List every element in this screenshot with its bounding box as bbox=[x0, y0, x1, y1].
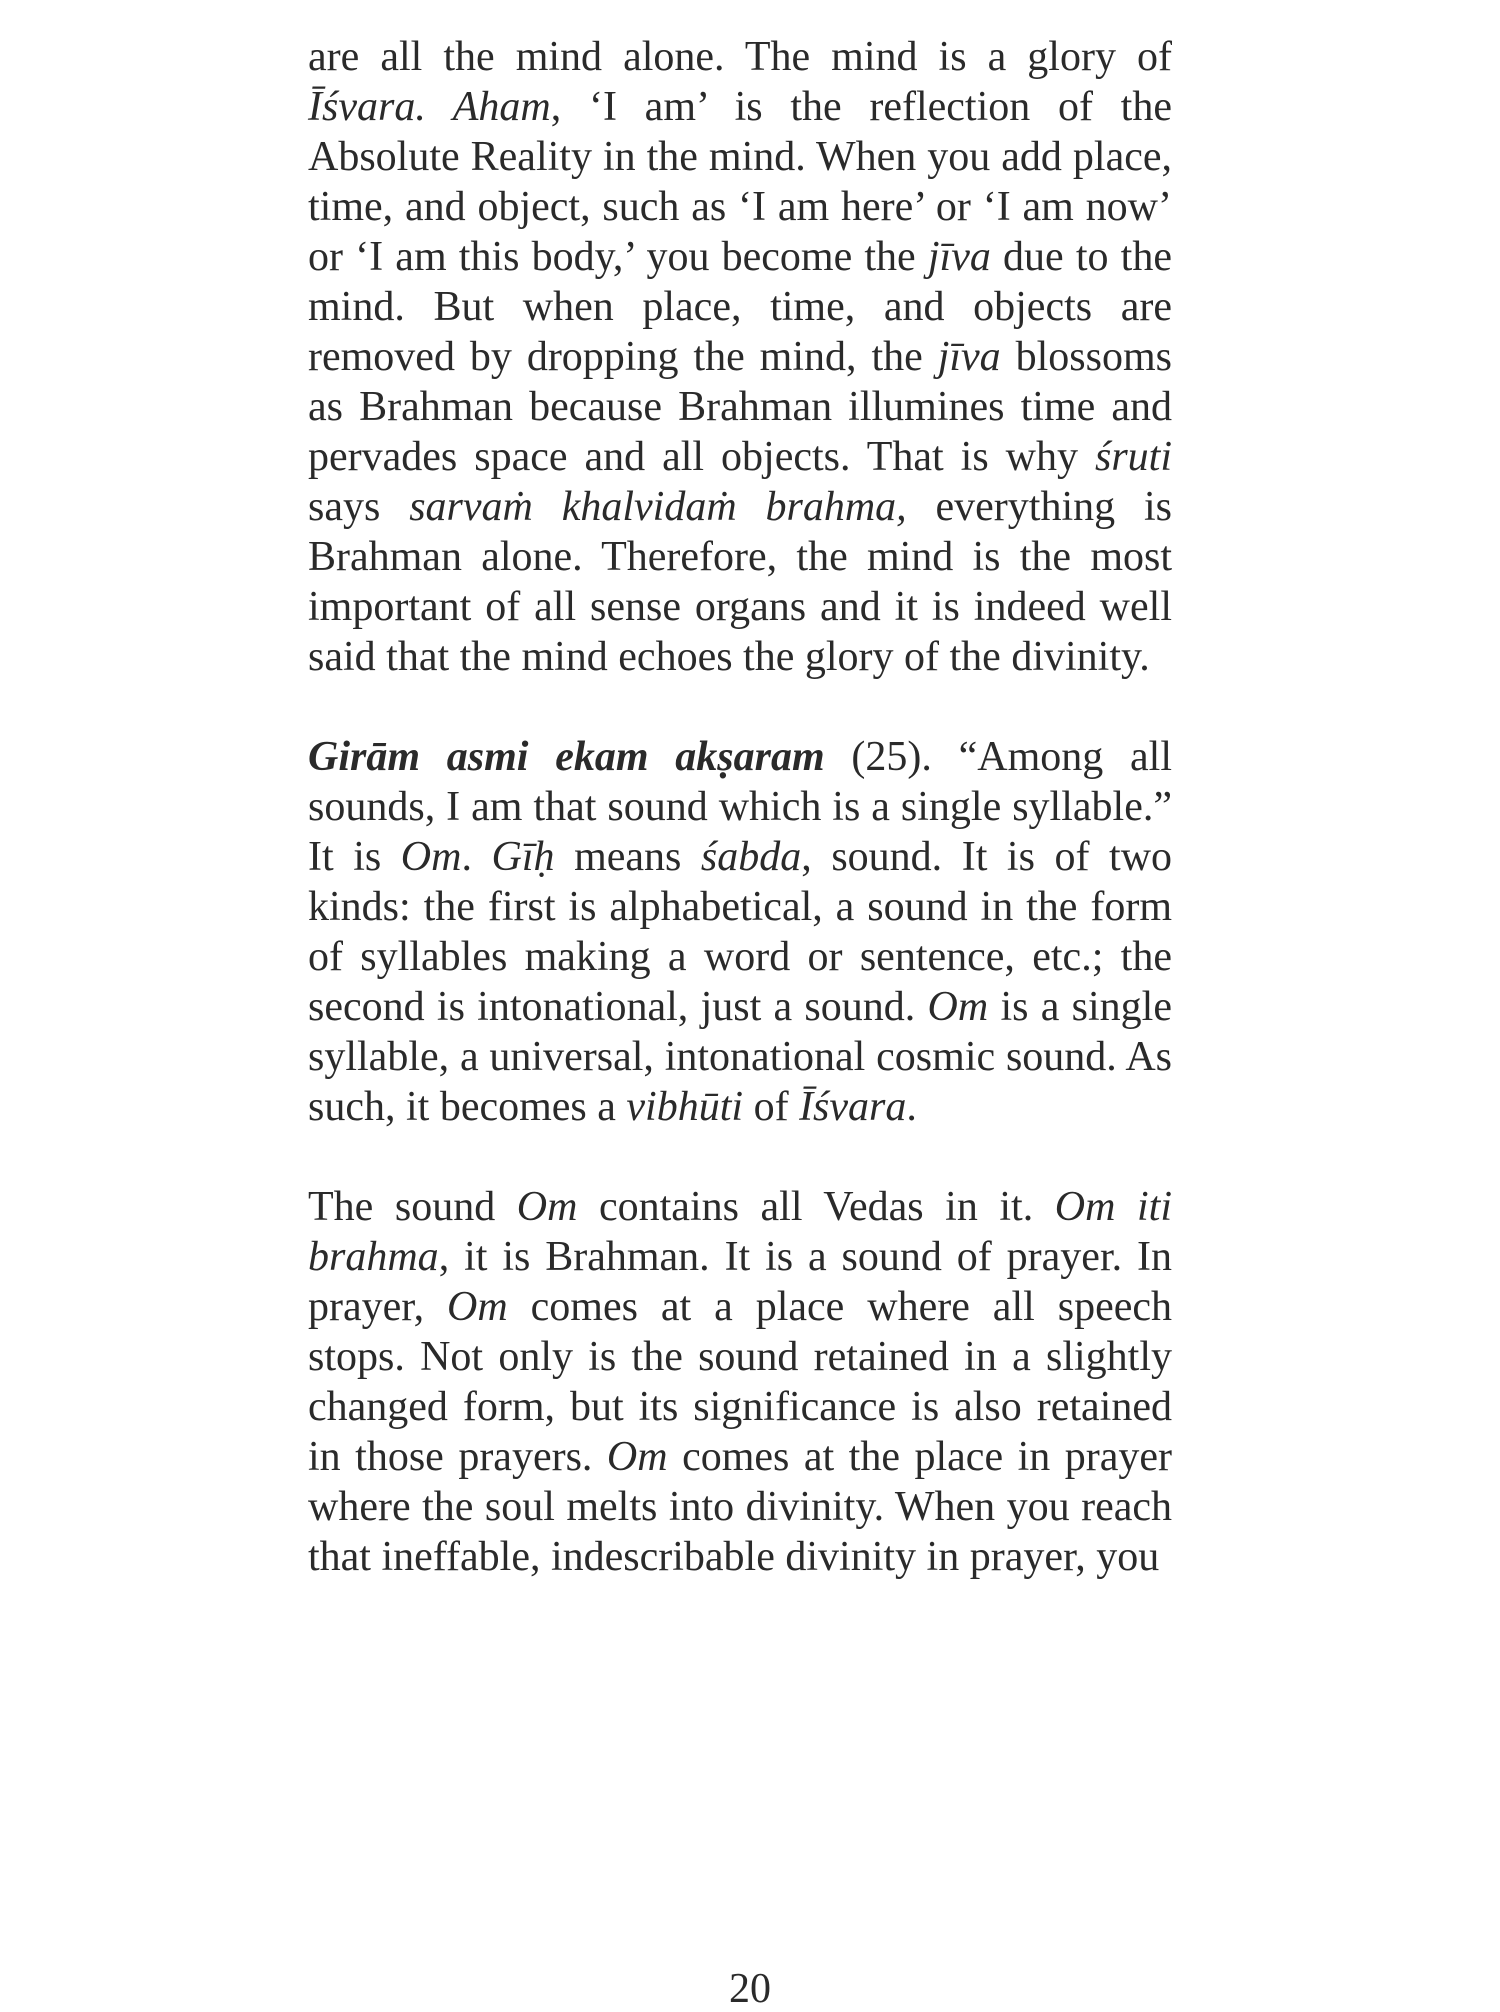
text-run: śruti bbox=[1094, 434, 1172, 480]
text-run: is a single syllable, a universal, intonational cosmic sound. As such, it becomes a bbox=[308, 984, 1172, 1130]
paragraph-mind-glory bbox=[308, 32, 1172, 682]
text-run: blossoms as Brahman because Brahman illumines time and pervades space and all objects. That is why bbox=[308, 334, 1172, 480]
body-text bbox=[308, 32, 1172, 1582]
text-run: sarvaṁ khalvidaṁ brahma, bbox=[409, 484, 907, 530]
text-run: contains all Vedas in it. bbox=[577, 1184, 1055, 1230]
text-run: Om bbox=[927, 984, 989, 1030]
page-number: 20 bbox=[729, 1966, 771, 2012]
text-run: jīva bbox=[937, 334, 1001, 380]
text-run: vibhūti bbox=[626, 1084, 744, 1130]
text-run: , it is Brahman. It is a sound of prayer. In prayer, bbox=[308, 1234, 1172, 1330]
text-run: everything is Brahman alone. Therefore, the mind is the most important of all sense organs and it is indeed well said that the mind echoes the glory of the divinity. bbox=[308, 484, 1172, 680]
text-run: The sound bbox=[308, 1184, 517, 1230]
text-run: Girām asmi ekam akṣaram bbox=[308, 734, 825, 780]
text-run: . bbox=[461, 834, 492, 880]
text-run: Om bbox=[606, 1434, 668, 1480]
text-run: Om bbox=[516, 1184, 578, 1230]
text-run: , ‘I am’ is the reflection of the Absolute Reality in the mind. When you add place, time, and object, such as ‘I am here’ or ‘I am now’ or ‘I am this body,’ you become the bbox=[308, 84, 1172, 280]
text-run: Gīḥ bbox=[491, 834, 555, 880]
text-run: of bbox=[743, 1084, 800, 1130]
text-run: means bbox=[554, 834, 701, 880]
text-run: Īśvara. Aham bbox=[308, 84, 551, 130]
text-run: śabda bbox=[700, 834, 802, 880]
text-run: Īśvara bbox=[799, 1084, 907, 1130]
text-run: comes at the place in prayer where the soul melts into divinity. When you reach that ineffable, indescribable divinity in prayer, you bbox=[308, 1434, 1172, 1580]
text-run: are all the mind alone. The mind is a glory of bbox=[308, 34, 1172, 80]
text-run: , sound. It is of two kinds: the first is alphabetical, a sound in the form of syllables making a word or sentence, etc.; the second is intonational, just a sound. bbox=[308, 834, 1173, 1030]
text-run: Om iti brahma bbox=[308, 1184, 1173, 1280]
text-run: Om bbox=[447, 1284, 508, 1330]
paragraph-giram-asmi bbox=[308, 732, 1172, 1132]
text-run: . bbox=[906, 1084, 917, 1130]
text-run: comes at a place where all speech stops. Not only is the sound retained in a slightly changed form, but its significance is also retained in those prayers. bbox=[308, 1284, 1172, 1480]
text-run: due to the mind. But when place, time, and objects are removed by dropping the mind, the bbox=[308, 234, 1172, 380]
text-run: jīva bbox=[927, 234, 991, 280]
text-run: (25). “Among all sounds, I am that sound which is a single syllable.” It is bbox=[308, 734, 1172, 880]
paragraph-sound-om bbox=[308, 1182, 1172, 1582]
text-run: Om bbox=[400, 834, 462, 880]
text-run: says bbox=[308, 484, 410, 530]
